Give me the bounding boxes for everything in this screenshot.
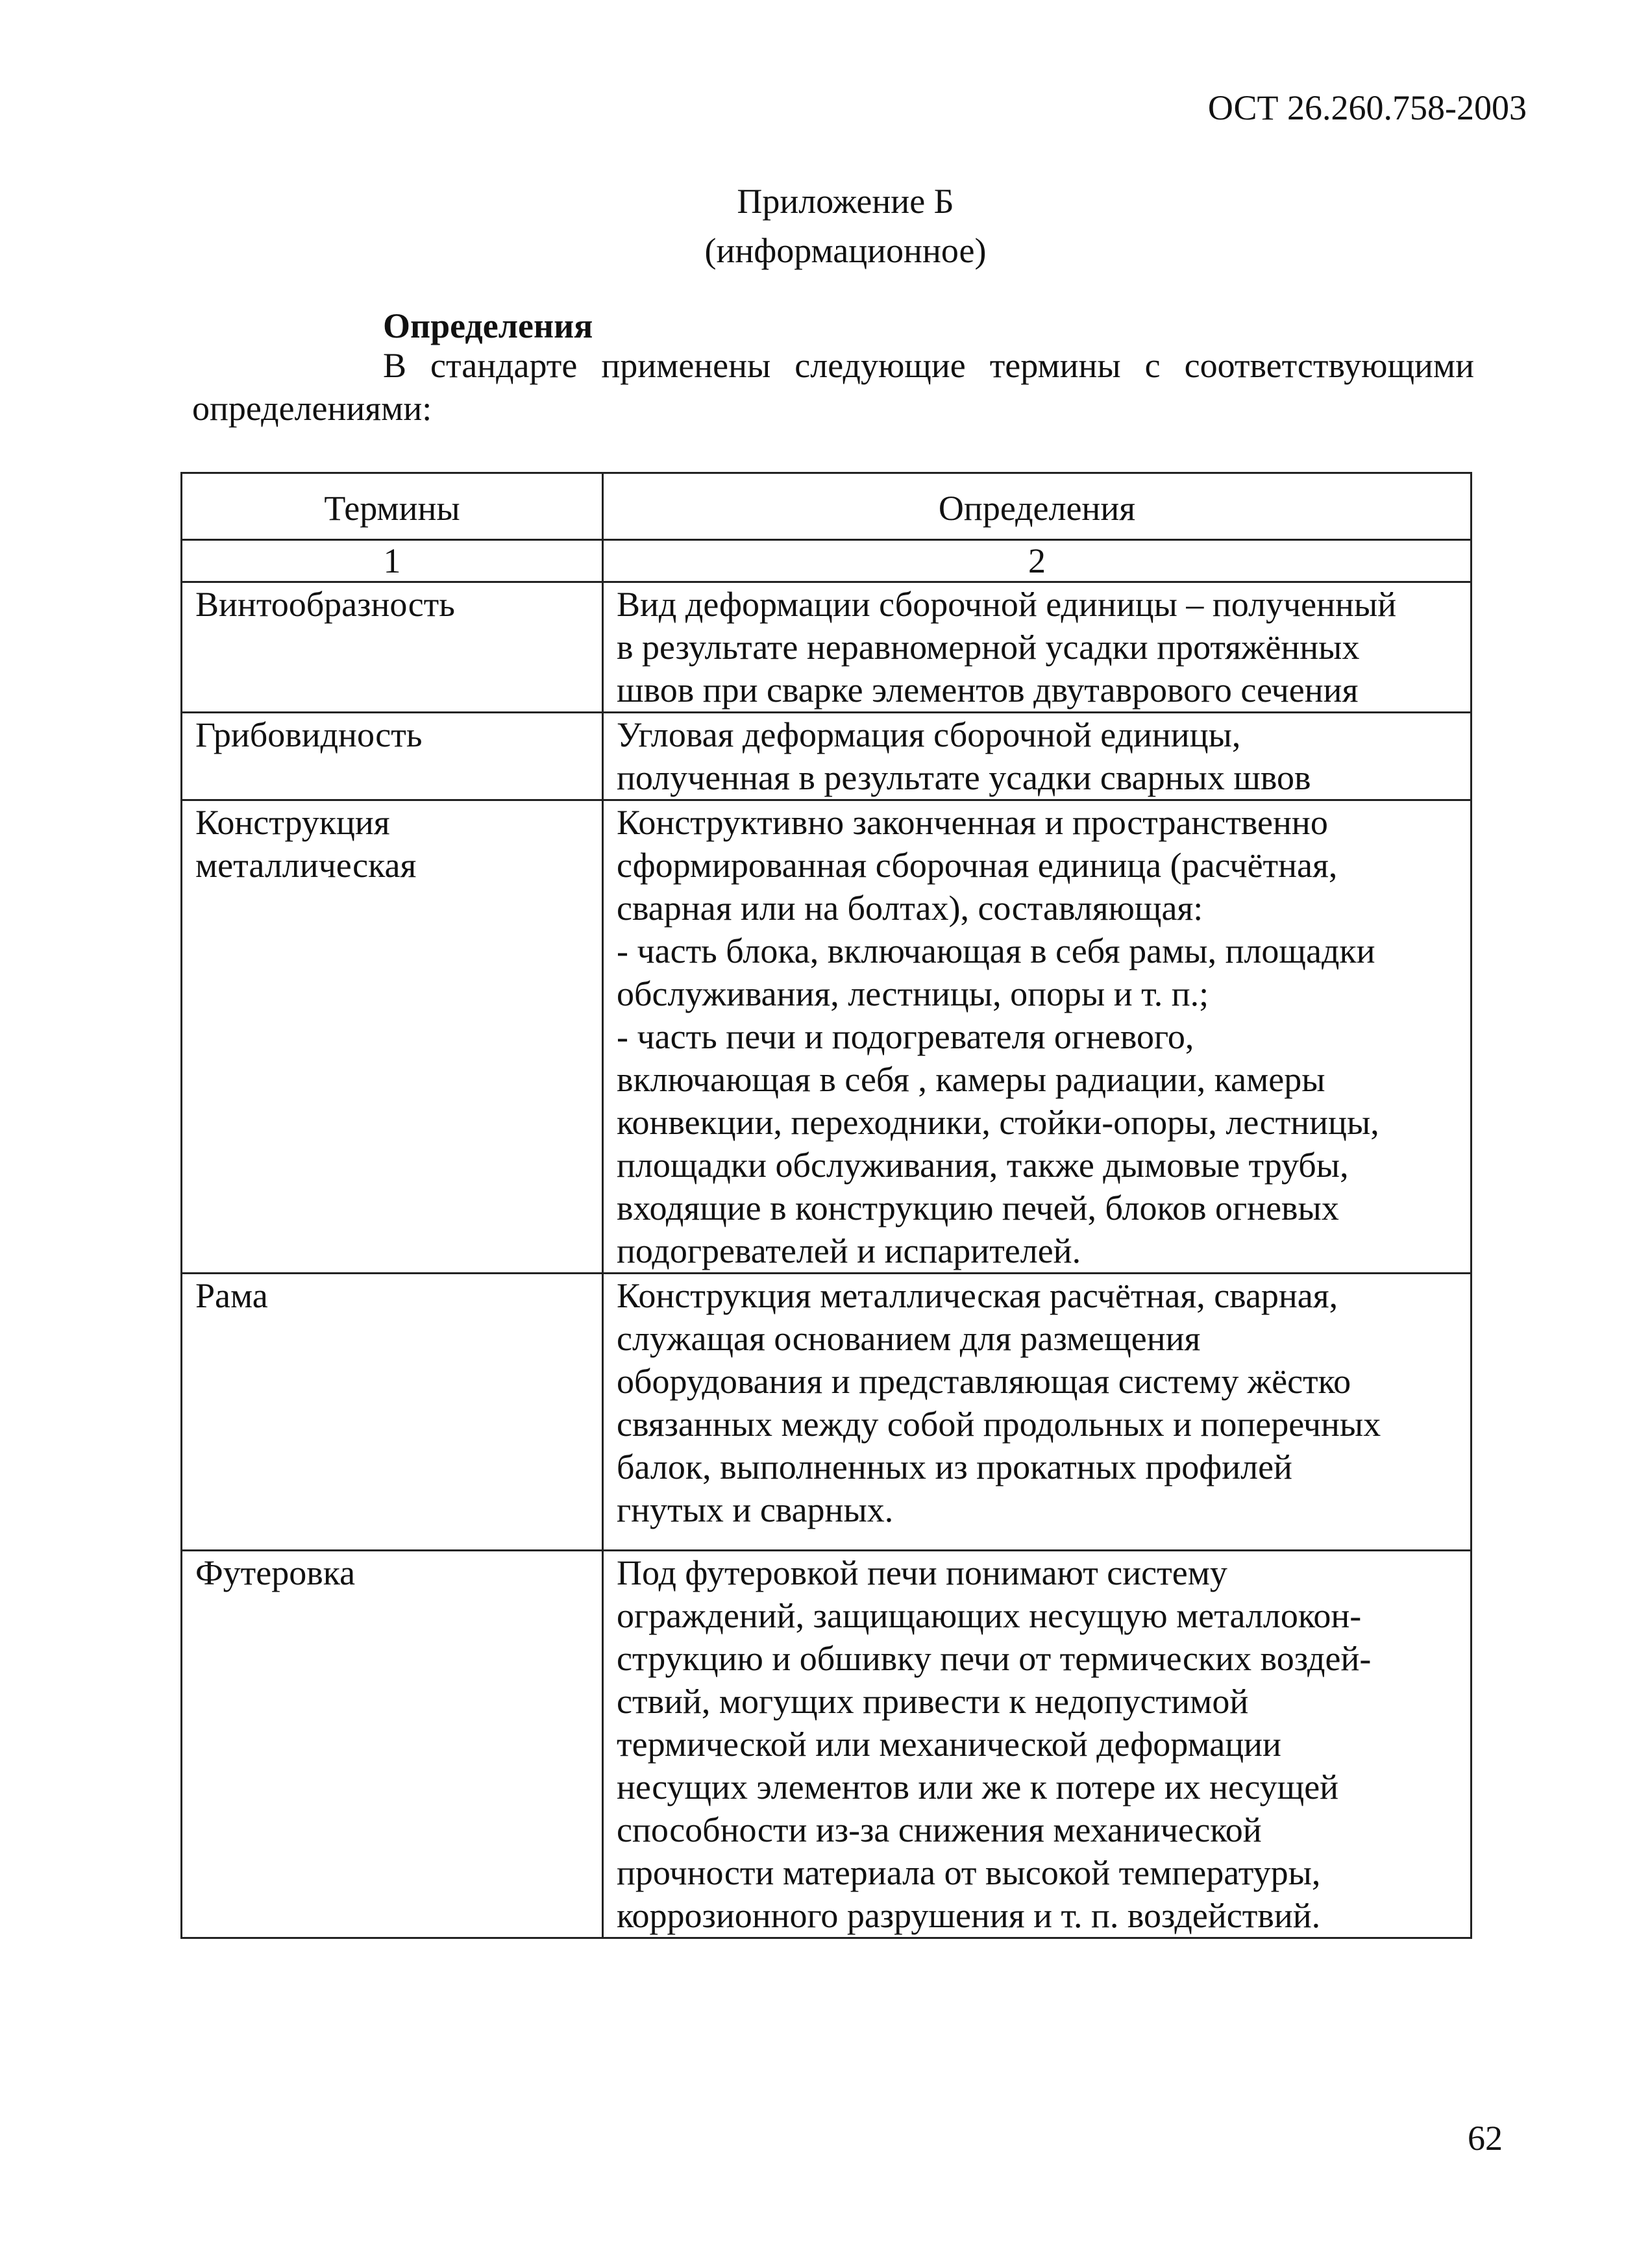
table-row	[182, 800, 1472, 1274]
definition-text: термической или механической деформации	[617, 1725, 1281, 1764]
term-text: металлическая	[195, 846, 417, 885]
definition-text: - часть блока, включающая в себя рамы, площадки	[617, 931, 1375, 970]
term-text: Винтообразность	[195, 585, 455, 624]
term-text: Грибовидность	[195, 715, 423, 754]
definition-cell	[603, 582, 1472, 713]
table-row	[182, 1551, 1472, 1938]
appendix-subtitle: (информационное)	[704, 231, 987, 270]
column-header-definitions: Определения	[603, 473, 1472, 540]
column-number-row	[182, 540, 1472, 582]
definition-text: подогревателей и испарителей.	[617, 1231, 1081, 1270]
definition-cell	[603, 1274, 1472, 1551]
term-text: Футеровка	[195, 1553, 356, 1592]
definition-text: обслуживания, лестницы, опоры и т. п.;	[617, 974, 1209, 1013]
definition-text: Угловая деформация сборочной единицы,	[617, 715, 1241, 754]
definition-text: связанных между собой продольных и поперечных	[617, 1405, 1381, 1444]
definition-text: конвекции, переходники, стойки-опоры, лестницы,	[617, 1103, 1379, 1142]
definition-text: сформированная сборочная единица (расчётная,	[617, 846, 1338, 885]
term-cell	[182, 800, 603, 1274]
table-header-row	[182, 473, 1472, 540]
section-title: Определения	[383, 306, 593, 345]
definition-text: струкцию и обшивку печи от термических воздей-	[617, 1639, 1372, 1678]
definition-text: сварная или на болтах), составляющая:	[617, 889, 1203, 928]
definition-text: полученная в результате усадки сварных швов	[617, 758, 1311, 797]
term-cell	[182, 713, 603, 800]
definition-text: коррозионного разрушения и т. п. воздействий.	[617, 1896, 1321, 1935]
definition-text: Вид деформации сборочной единицы – полученный	[617, 585, 1397, 624]
definition-text: - часть печи и подогревателя огневого,	[617, 1017, 1194, 1056]
definition-cell	[603, 1551, 1472, 1938]
definition-cell	[603, 800, 1472, 1274]
definition-text: ограждений, защищающих несущую металлокон-	[617, 1596, 1362, 1635]
definition-cell	[603, 713, 1472, 800]
definition-text: Под футеровкой печи понимают систему	[617, 1553, 1227, 1592]
definition-text: включающая в себя , камеры радиации, камеры	[617, 1060, 1325, 1099]
definition-text: швов при сварке элементов двутаврового сечения	[617, 671, 1359, 709]
document-code: ОСТ 26.260.758-2003	[1207, 88, 1527, 127]
table-row	[182, 1274, 1472, 1551]
terms-table	[180, 472, 1472, 1939]
definition-text: прочности материала от высокой температуры,	[617, 1853, 1321, 1892]
intro-paragraph: В стандарте применены следующие термины с соответствующими определениями:	[192, 346, 1474, 428]
definition-text: Конструктивно законченная и пространственно	[617, 803, 1328, 842]
definition-text: площадки обслуживания, также дымовые трубы,	[617, 1146, 1349, 1185]
definition-text: балок, выполненных из прокатных профилей	[617, 1448, 1292, 1486]
term-cell	[182, 1274, 603, 1551]
column-number-2: 2	[603, 540, 1472, 582]
appendix-title: Приложение Б	[737, 182, 954, 221]
term-text: Конструкция	[195, 803, 390, 842]
table-row	[182, 713, 1472, 800]
definition-text: несущих элементов или же к потере их несущей	[617, 1768, 1339, 1806]
table-row	[182, 582, 1472, 713]
definition-text: оборудования и представляющая систему жёстко	[617, 1362, 1351, 1401]
definition-text: входящие в конструкцию печей, блоков огневых	[617, 1189, 1339, 1227]
column-number-1: 1	[182, 540, 603, 582]
definition-text: гнутых и сварных.	[617, 1490, 894, 1529]
definition-text: ствий, могущих привести к недопустимой	[617, 1682, 1249, 1721]
term-cell	[182, 582, 603, 713]
definition-text: в результате неравномерной усадки протяжённых	[617, 628, 1360, 667]
definition-text: служащая основанием для размещения	[617, 1319, 1201, 1358]
table-body	[182, 582, 1472, 1938]
column-header-terms: Термины	[182, 473, 603, 540]
definition-text: Конструкция металлическая расчётная, сварная,	[617, 1276, 1338, 1315]
term-text: Рама	[195, 1276, 268, 1315]
term-cell	[182, 1551, 603, 1938]
definition-text: способности из-за снижения механической	[617, 1810, 1262, 1849]
page-number: 62	[1468, 2119, 1503, 2158]
appendix-heading	[0, 177, 1626, 275]
